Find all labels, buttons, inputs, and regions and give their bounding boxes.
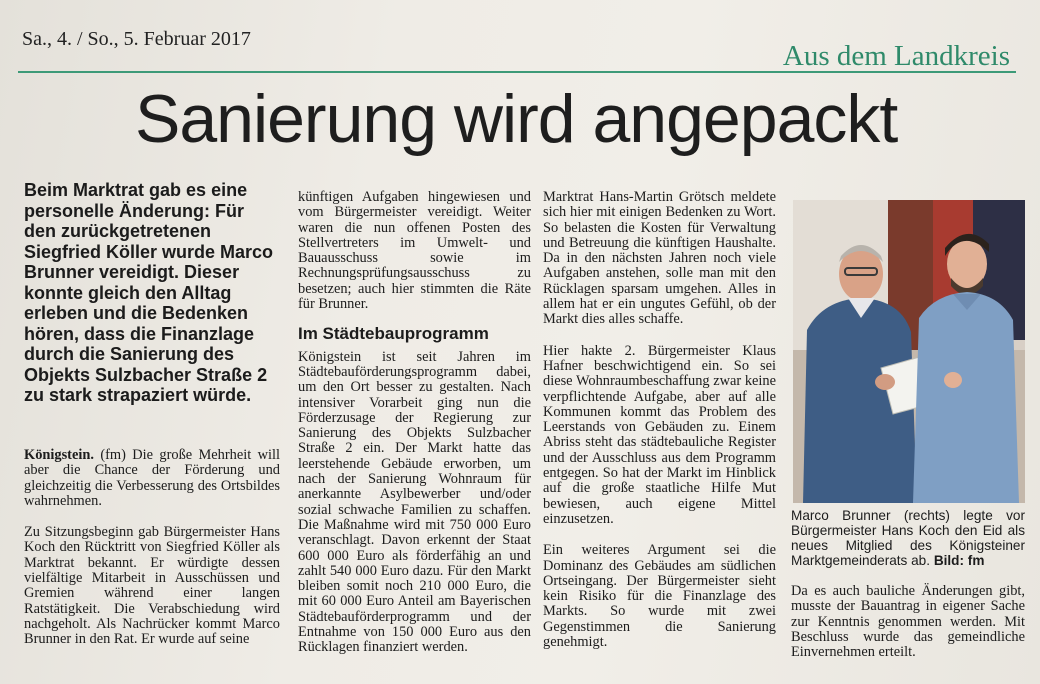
column-3-paragraph-2: Hier hakte 2. Bürgermeister Klaus Hafner beschwichtigend ein. So sei diese Wohnraumbeschaffung zwar keine verpflichtende Aufgabe, aber auf alle Kommunen kommt das Problem des Leerstands von Gebäuden zu. Einem Abriss steht das städtebauliche Register und der Ausschluss aus dem Programm entgegen. So hat der Markt im Hinblick auf die große staatliche Hilfe Mut bewiesen, auch eigene Mittel einzusetzen. (543, 342, 776, 527)
article-headline: Sanierung wird angepackt (135, 81, 898, 157)
photo-caption-block (791, 508, 1025, 660)
photo-caption-text: Marco Brunner (rechts) legte vor Bürgermeister Hans Koch den Eid als neues Mitglied des Königsteiner Marktgemeinderats ab. (791, 508, 1025, 568)
article-photo (793, 200, 1025, 503)
column-2 (298, 190, 531, 656)
column-3-paragraph-3: Ein weiteres Argument sei die Dominanz des Gebäudes am südlichen Ortseingang. Der Bürgermeister sieht kein Risiko für die Finanzlage des Markts. So wurde mit zwei Gegenstimmen die Sanierung genehmigt. (543, 542, 776, 651)
dateline-location: Königstein. (24, 447, 94, 463)
article-lead: Beim Marktrat gab es eine personelle Änderung: Für den zurückgetretenen Siegfried Köller wurde Marco Brunner vereidigt. Dieser konnte gleich den Alltag erleben und die Bedenken hören, dass die Finanzlage durch die Sanierung des Objekts Sulzbacher Straße 2 zu stark strapaziert würde. (24, 180, 274, 405)
photo-caption (791, 508, 1025, 568)
column-3 (543, 190, 776, 650)
column-1-paragraph-2: Zu Sitzungsbeginn gab Bürgermeister Hans Koch den Rücktritt von Siegfried Köller als Marktrat bekannt. Er würdigte dessen vielfältige Mitarbeit in Ausschüssen und Gremien während einer langen Ratstätigkeit. Die Verabschiedung wird nachgeholt. Als Nachrücker kommt Marco Brunner in den Rat. Er wurde auf seine (24, 524, 280, 648)
section-title: Aus dem Landkreis (782, 40, 1010, 72)
column-1-paragraph-1 (24, 448, 280, 509)
column-2-paragraph-1: künftigen Aufgaben hingewiesen und vom Bürgermeister vereidigt. Weiter waren die nun offenen Posten des Stellvertreters im Umwelt- und Bauausschuss sowie im Rechnungsprüfungsausschuss zu besetzen; auch hier stimmten die Räte für Brunner. (298, 189, 531, 313)
column-4-paragraph-1: Da es auch bauliche Änderungen gibt, musste der Bauantrag in eigener Sache zur Kenntnis genommen werden. Mit Beschluss wurde das gemeindliche Einvernehmen erteilt. (791, 583, 1025, 661)
header-rule (18, 71, 1016, 73)
column-3-paragraph-1: Marktrat Hans-Martin Grötsch meldete sich hier mit einigen Bedenken zu Wort. So belasten die Kosten für Verwaltung und Betreuung die künftigen Haushalte. Da in den nächsten Jahren noch viele Aufgaben anstehen, solle man mit den Rücklagen sparsam umgehen. Alles in allem hat er ein ungutes Gefühl, ob der Markt dies alles schaffe. (543, 189, 776, 328)
photo-credit: Bild: fm (933, 553, 985, 568)
column-2-paragraph-2: Königstein ist seit Jahren im Städtebauförderungsprogramm dabei, um den Ort besser zu gestalten. Nach intensiver Vorarbeit ging nun die Förderzusage der Regierung zur Sanierung des Objekts Sulzbacher Straße 2 ein. Der Markt hatte das leerstehende Gebäude erworben, um nach der Sanierung Wohnraum für anerkannte Asylbewerber und/oder sozial schwache Familien zu schaffen. Die Maßnahme wird mit 750 000 Euro veranschlagt. Davon erkennt der Staat 600 000 Euro als förderfähig an und zahlt 540 000 Euro dazu. Für den Markt bleiben somit noch 210 000 Euro, die mit 60 000 Euro Anteil am Bayerischen Städtebauförderprogramm und der Entnahme von 150 000 Euro aus den Rücklagen finanziert werden. (298, 348, 531, 656)
subheading: Im Städtebauprogramm (298, 324, 489, 344)
column-1 (24, 448, 280, 648)
photo-illustration (793, 200, 1025, 503)
issue-date: Sa., 4. / So., 5. Februar 2017 (22, 28, 251, 50)
column-1-paragraph-1-text: (fm) Die große Mehrheit will aber die Chance der Förderung und gleichzeitig die Verbesserung des Ortsbildes wahrnehmen. (24, 447, 280, 509)
